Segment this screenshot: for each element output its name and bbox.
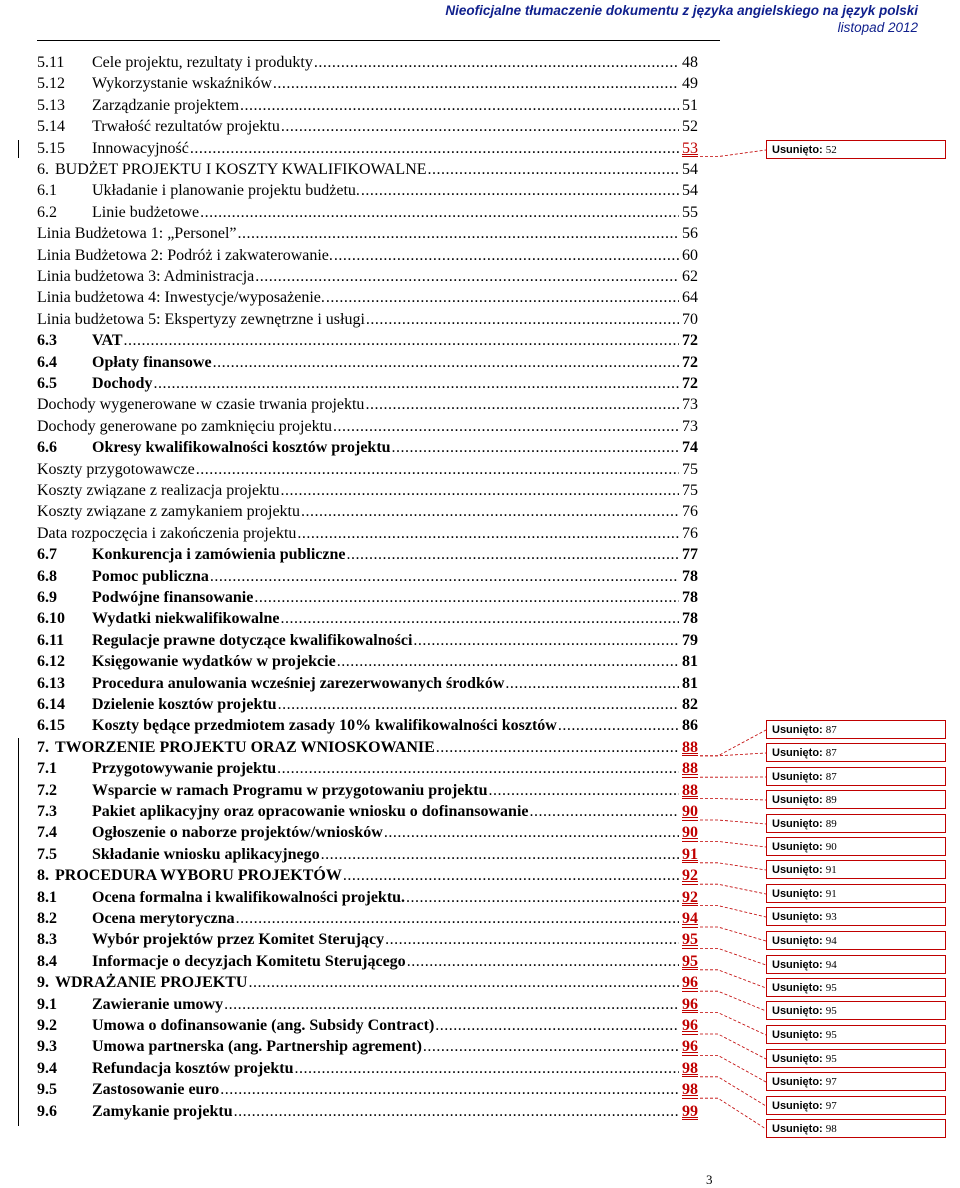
toc-entry-number: 6.3 [37, 330, 92, 351]
comment-label: Usunięto: [772, 1029, 823, 1041]
toc-entry-page: 98 [680, 1079, 698, 1100]
toc-entry-title: Dzielenie kosztów projektu [92, 694, 277, 715]
toc-entry-number: 6.1 [37, 180, 92, 201]
comment-label: Usunięto: [772, 864, 823, 876]
comment-value: 87 [826, 747, 837, 759]
toc-entry-number: 9.4 [37, 1058, 92, 1079]
comment-value: 97 [826, 1076, 837, 1088]
toc-entry-number: 6.7 [37, 544, 92, 565]
revision-comment-balloon[interactable] [766, 955, 946, 974]
comment-leader-line [700, 970, 766, 988]
toc-entry-page: 99 [680, 1101, 698, 1122]
toc-entry-number: 6.4 [37, 352, 92, 373]
toc-entry-number: 9.5 [37, 1079, 92, 1100]
comment-leader-line [700, 863, 766, 870]
comment-leader-line [700, 884, 766, 894]
toc-entry-title: Wybór projektów przez Komitet Sterujący [92, 929, 384, 950]
toc-entry-page: 73 [680, 416, 698, 437]
toc-entry-title: BUDŻET PROJEKTU I KOSZTY KWALIFIKOWALNE [55, 159, 427, 180]
comment-label: Usunięto: [772, 818, 823, 830]
toc-entry-page: 72 [680, 330, 698, 351]
toc-entry-title: Innowacyjność [92, 138, 189, 159]
toc-entry-number: 8.1 [37, 887, 92, 908]
toc-entry-number: 6.12 [37, 651, 92, 672]
comment-leader-line [700, 820, 766, 824]
toc-entry-number: 8.3 [37, 929, 92, 950]
toc-entry-page: 90 [680, 801, 698, 822]
toc-entry-page: 86 [680, 715, 698, 736]
toc-entry-number: 6.14 [37, 694, 92, 715]
toc-entry-page: 95 [680, 929, 698, 950]
comment-label: Usunięto: [772, 1076, 823, 1088]
comment-value: 94 [826, 935, 837, 947]
toc-entry-title: Dochody wygenerowane w czasie trwania projektu [37, 394, 364, 415]
comment-leader-line [700, 799, 766, 800]
toc-entry-title: Linie budżetowe [92, 202, 199, 223]
toc-entry-page: 53 [680, 138, 698, 159]
toc-entry-page: 98 [680, 1058, 698, 1079]
toc-entry-page: 91 [680, 844, 698, 865]
toc-entry-title: Konkurencja i zamówienia publiczne [92, 544, 346, 565]
toc-entry-title: Okresy kwalifikowalności kosztów projektu [92, 437, 391, 458]
toc-entry-title: Zawieranie umowy [92, 994, 223, 1015]
toc-entry-title: Procedura anulowania wcześniej zarezerwowanych środków [92, 673, 504, 694]
comment-leader-line [700, 1013, 766, 1035]
comment-value: 95 [826, 1029, 837, 1041]
toc-entry-page: 94 [680, 908, 698, 929]
toc-entry-title: Regulacje prawne dotyczące kwalifikowalności [92, 630, 412, 651]
toc-entry-page: 74 [680, 437, 698, 458]
comment-label: Usunięto: [772, 911, 823, 923]
comment-leader-line [700, 991, 766, 1011]
comment-leader-line [700, 841, 766, 847]
toc-entry-page: 54 [680, 180, 698, 201]
revision-comment-balloon[interactable] [766, 140, 946, 159]
toc-entry-title: Umowa o dofinansowanie (ang. Subsidy Contract) [92, 1015, 434, 1036]
toc-entry-page: 81 [680, 651, 698, 672]
toc-entry-page: 77 [680, 544, 698, 565]
comment-value: 95 [826, 982, 837, 994]
toc-entry-page: 75 [680, 480, 698, 501]
toc-entry-title: Zastosowanie euro [92, 1079, 219, 1100]
toc-entry-number: 6.6 [37, 437, 92, 458]
toc-entry-title: Pomoc publiczna [92, 566, 209, 587]
toc-entry-page: 70 [680, 309, 698, 330]
toc-entry-page: 90 [680, 822, 698, 843]
comment-value: 98 [826, 1123, 837, 1135]
toc-entry-number: 6.8 [37, 566, 92, 587]
toc-entry-title: Wsparcie w ramach Programu w przygotowaniu projektu [92, 780, 488, 801]
toc-entry-page: 92 [680, 887, 698, 908]
toc-entry-page: 75 [680, 459, 698, 480]
comment-value: 90 [826, 841, 837, 853]
comment-value: 91 [826, 888, 837, 900]
toc-entry-title: PROCEDURA WYBORU PROJEKTÓW [55, 865, 342, 886]
toc-entry-title: Ocena formalna i kwalifikowalności projektu. [92, 887, 405, 908]
toc-entry-title: Koszty związane z realizacja projektu [37, 480, 280, 501]
toc-entry-page: 81 [680, 673, 698, 694]
revision-comment-balloon[interactable] [766, 931, 946, 950]
toc-entry-page: 64 [680, 287, 698, 308]
comment-label: Usunięto: [772, 1053, 823, 1065]
toc-entry-page: 96 [680, 1015, 698, 1036]
comment-label: Usunięto: [772, 982, 823, 994]
toc-entry-title: Wydatki niekwalifikowalne [92, 608, 279, 629]
toc-entry-page: 79 [680, 630, 698, 651]
toc-entry-number: 6.10 [37, 608, 92, 629]
comment-value: 95 [826, 1053, 837, 1065]
toc-entry-title: Linia Budżetowa 2: Podróż i zakwaterowanie. [37, 245, 333, 266]
toc-entry-title: Wykorzystanie wskaźników [92, 73, 272, 94]
comment-leader-line [700, 1098, 766, 1129]
toc-entry-number: 6.9 [37, 587, 92, 608]
toc-entry-title: Linia Budżetowa 1: „Personel” [37, 223, 237, 244]
comment-leader-line [700, 753, 766, 756]
toc-entry-page: 88 [680, 758, 698, 779]
toc-entry-number: 6. [37, 159, 55, 180]
revision-comment-balloon[interactable] [766, 1049, 946, 1068]
toc-entry-title: WDRAŻANIE PROJEKTU [55, 972, 247, 993]
toc-entry-number: 6.2 [37, 202, 92, 223]
toc-entry-title: Linia budżetowa 4: Inwestycje/wyposażenie. [37, 287, 325, 308]
toc-entry-title: Pakiet aplikacyjny oraz opracowanie wniosku o dofinansowanie [92, 801, 528, 822]
toc-entry-number: 7.3 [37, 801, 92, 822]
toc-entry-page: 54 [680, 159, 698, 180]
toc-entry-title: Linia budżetowa 5: Ekspertyzy zewnętrzne i usługi [37, 309, 365, 330]
comment-label: Usunięto: [772, 1123, 823, 1135]
toc-entry-title: Przygotowywanie projektu [92, 758, 276, 779]
comment-leader-line [700, 1077, 766, 1106]
toc-entry-number: 5.14 [37, 116, 92, 137]
toc-entry-title: Zamykanie projektu [92, 1101, 233, 1122]
toc-entry-number: 5.12 [37, 73, 92, 94]
revision-comment-balloon[interactable] [766, 720, 946, 739]
toc-entry-number: 6.11 [37, 630, 92, 651]
toc-entry-number: 7.5 [37, 844, 92, 865]
page-number: 3 [706, 1172, 713, 1188]
toc-entry-title: Ogłoszenie o naborze projektów/wniosków [92, 822, 383, 843]
toc-entry-title: Data rozpoczęcia i zakończenia projektu [37, 523, 296, 544]
toc-entry-page: 55 [680, 202, 698, 223]
toc-entry-page: 78 [680, 587, 698, 608]
toc-entry-title: Koszty przygotowawcze [37, 459, 195, 480]
toc-entry-number: 8.4 [37, 951, 92, 972]
toc-entry-page: 51 [680, 95, 698, 116]
comment-leader-line [700, 730, 766, 756]
toc-entry-title: Dochody generowane po zamknięciu projektu [37, 416, 332, 437]
toc-entry-title: Refundacja kosztów projektu [92, 1058, 293, 1079]
comment-leader-line [700, 906, 766, 917]
comment-label: Usunięto: [772, 1100, 823, 1112]
comment-label: Usunięto: [772, 888, 823, 900]
revision-comment-balloon[interactable] [766, 814, 946, 833]
toc-entry-number: 9.6 [37, 1101, 92, 1122]
comment-value: 89 [826, 818, 837, 830]
comment-label: Usunięto: [772, 144, 823, 156]
toc-entry-number: 9.3 [37, 1036, 92, 1057]
toc-entry-title: Koszty będące przedmiotem zasady 10% kwalifikowalności kosztów [92, 715, 557, 736]
revision-comment-balloon[interactable] [766, 1119, 946, 1138]
comment-value: 91 [826, 864, 837, 876]
toc-entry-page: 82 [680, 694, 698, 715]
document-header-title: Nieoficjalne tłumaczenie dokumentu z języka angielskiego na język polski [445, 3, 918, 18]
toc-entry-page: 96 [680, 994, 698, 1015]
revision-comment-balloon[interactable] [766, 1096, 946, 1115]
toc-entry-title: Księgowanie wydatków w projekcie [92, 651, 336, 672]
comment-label: Usunięto: [772, 747, 823, 759]
comment-label: Usunięto: [772, 771, 823, 783]
comment-leader-line [700, 948, 766, 965]
toc-entry-title: Trwałość rezultatów projektu [92, 116, 280, 137]
toc-entry-title: Koszty związane z zamykaniem projektu [37, 501, 300, 522]
toc-entry-page: 72 [680, 373, 698, 394]
toc-entry-title: Cele projektu, rezultaty i produkty [92, 52, 313, 73]
revision-comment-balloon[interactable] [766, 1001, 946, 1020]
toc-entry-number: 9.2 [37, 1015, 92, 1036]
toc-entry-page: 62 [680, 266, 698, 287]
revision-comment-balloon[interactable] [766, 884, 946, 903]
revision-comment-balloon[interactable] [766, 1072, 946, 1091]
toc-entry-page: 56 [680, 223, 698, 244]
comment-leader-line [700, 927, 766, 941]
toc-entry-page: 78 [680, 608, 698, 629]
revision-comment-balloon[interactable] [766, 907, 946, 926]
toc-entry-title: Linia budżetowa 3: Administracja [37, 266, 254, 287]
comment-value: 95 [826, 1005, 837, 1017]
toc-entry-page: 88 [680, 737, 698, 758]
toc-entry-title: Ocena merytoryczna [92, 908, 235, 929]
comment-label: Usunięto: [772, 841, 823, 853]
toc-entry-page: 49 [680, 73, 698, 94]
comment-leader-line [700, 150, 766, 157]
toc-entry-title: Dochody [92, 373, 152, 394]
comment-value: 93 [826, 911, 837, 923]
comment-label: Usunięto: [772, 959, 823, 971]
toc-entry-number: 8. [37, 865, 55, 886]
toc-entry-page: 52 [680, 116, 698, 137]
toc-entry-title: Opłaty finansowe [92, 352, 212, 373]
toc-entry-title: Składanie wniosku aplikacyjnego [92, 844, 320, 865]
toc-entry-number: 7. [37, 737, 55, 758]
toc-entry-number: 7.2 [37, 780, 92, 801]
toc-entry-page: 60 [680, 245, 698, 266]
toc-entry-page: 73 [680, 394, 698, 415]
toc-entry-page: 96 [680, 972, 698, 993]
revision-comment-balloon[interactable] [766, 978, 946, 997]
toc-entry-number: 5.11 [37, 52, 92, 73]
toc-entry-number: 5.13 [37, 95, 92, 116]
revision-comment-balloon[interactable] [766, 743, 946, 762]
toc-entry-title: Zarządzanie projektem [92, 95, 239, 116]
comment-value: 97 [826, 1100, 837, 1112]
revision-comment-balloon[interactable] [766, 767, 946, 786]
toc-entry-page: 96 [680, 1036, 698, 1057]
toc-entry-title: Informacje o decyzjach Komitetu Sterującego [92, 951, 406, 972]
toc-entry-number: 6.13 [37, 673, 92, 694]
toc-entry-page: 95 [680, 951, 698, 972]
comment-label: Usunięto: [772, 794, 823, 806]
toc-entry-number: 6.15 [37, 715, 92, 736]
comment-leader-line [700, 1034, 766, 1059]
comment-label: Usunięto: [772, 724, 823, 736]
comment-label: Usunięto: [772, 935, 823, 947]
toc-entry-number: 5.15 [37, 138, 92, 159]
comment-label: Usunięto: [772, 1005, 823, 1017]
comment-value: 87 [826, 724, 837, 736]
revision-comment-balloon[interactable] [766, 860, 946, 879]
comment-leader-line [700, 1055, 766, 1082]
comment-value: 94 [826, 959, 837, 971]
toc-entry-number: 7.4 [37, 822, 92, 843]
toc-entry-number: 7.1 [37, 758, 92, 779]
revision-comment-balloon[interactable] [766, 1025, 946, 1044]
toc-entry-number: 9.1 [37, 994, 92, 1015]
toc-entry-title: Układanie i planowanie projektu budżetu. [92, 180, 360, 201]
comment-value: 52 [826, 144, 837, 156]
toc-entry-number: 6.5 [37, 373, 92, 394]
toc-entry-title: TWORZENIE PROJEKTU ORAZ WNIOSKOWANIE [55, 737, 435, 758]
toc-entry-page: 76 [680, 523, 698, 544]
document-header-date: listopad 2012 [838, 20, 918, 35]
toc-entry-title: Umowa partnerska (ang. Partnership agrement) [92, 1036, 422, 1057]
toc-entry-title: Podwójne finansowanie [92, 587, 253, 608]
comment-value: 87 [826, 771, 837, 783]
revision-comment-balloon[interactable] [766, 837, 946, 856]
toc-entry-title: VAT [92, 330, 123, 351]
toc-entry-page: 72 [680, 352, 698, 373]
toc-entry-number: 9. [37, 972, 55, 993]
toc-entry-page: 78 [680, 566, 698, 587]
toc-entry-page: 48 [680, 52, 698, 73]
toc-entry-page: 92 [680, 865, 698, 886]
toc-entry-page: 76 [680, 501, 698, 522]
toc-entry-page: 88 [680, 780, 698, 801]
toc-entry-number: 8.2 [37, 908, 92, 929]
comment-value: 89 [826, 794, 837, 806]
revision-comment-balloon[interactable] [766, 790, 946, 809]
